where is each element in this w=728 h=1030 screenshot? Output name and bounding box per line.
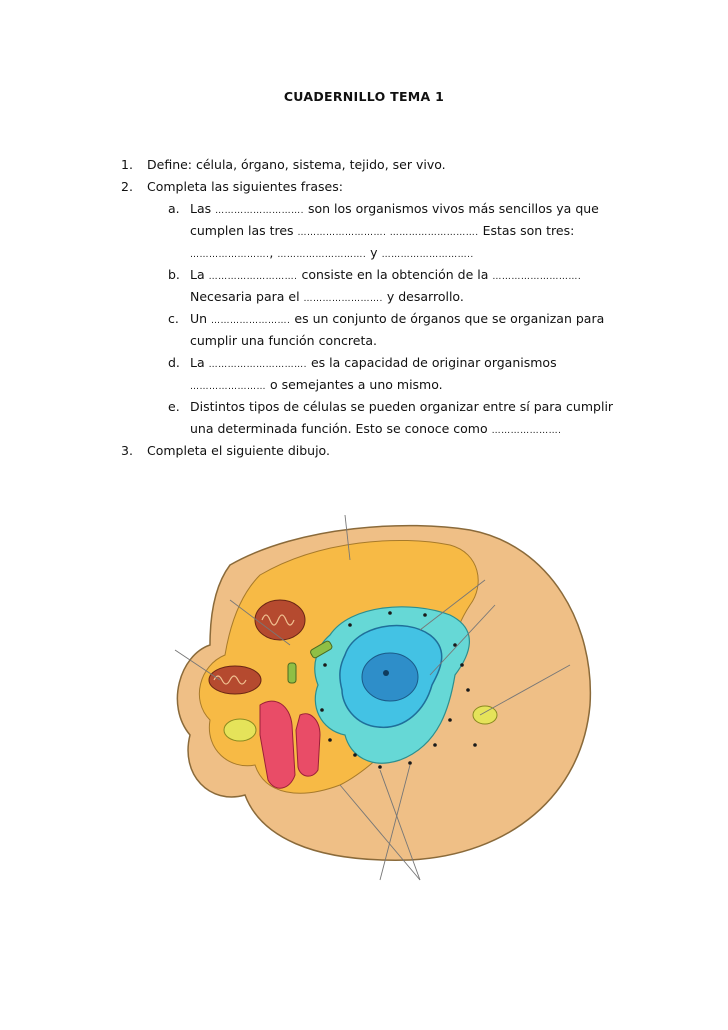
text: y desarrollo. [382,289,464,304]
text: , [269,245,278,260]
question-3 [121,443,330,458]
text: una determinada función. Esto se conoce como [190,421,492,436]
text: cumplir una función concreta. [190,333,377,348]
text: o semejantes a uno mismo. [266,377,443,392]
nucleolus-dot [383,670,389,676]
item-2a-line-3 [190,245,474,260]
vacuole [224,719,256,741]
nucleolus [362,653,418,701]
question-text: Completa las siguientes frases: [147,179,343,194]
item-2a-line-1 [168,201,599,216]
blank: …………………. [491,426,562,436]
blank: …………………… [190,382,266,392]
item-2c-line-1 [168,311,604,326]
question-2 [121,179,343,194]
blank: ………………………. [208,272,298,282]
blank: ………………………. [492,272,582,282]
text: Distintos tipos de células se pueden organizar entre sí para cumplir [190,399,614,414]
text: Las [190,201,216,216]
blank: ………………………. [297,228,387,238]
item-letter: a. [168,201,180,216]
text: La [190,267,209,282]
question-1 [121,157,446,172]
text: La [190,355,209,370]
text: Un [190,311,212,326]
mitochondrion [209,666,261,694]
blank: ……………………. [303,294,383,304]
golgi-cisterna [296,714,320,776]
question-number: 2. [121,179,133,194]
item-letter: e. [168,399,180,414]
animal-cell-diagram [150,505,620,885]
item-2c-line-2 [190,333,377,348]
blank: ……………………. [190,250,270,260]
blank: ………………………. [277,250,367,260]
blank: ………………………. [386,228,479,238]
vacuole [473,706,497,724]
text: son los organismos vivos más sencillos ya que [304,201,599,216]
question-number: 3. [121,443,133,458]
item-2b-line-2 [190,289,464,304]
item-letter: d. [168,355,180,370]
page-title: CUADERNILLO TEMA 1 [283,89,445,104]
question-number: 1. [121,157,133,172]
blank: ………………………. [215,206,304,216]
text: Estas son tres: [478,223,575,238]
text: es un conjunto de órganos que se organizan para [290,311,605,326]
item-letter: b. [168,267,180,282]
text: y [366,245,382,260]
item-letter: c. [168,311,179,326]
text: es la capacidad de originar organismos [306,355,557,370]
question-text: Completa el siguiente dibujo. [147,443,330,458]
question-text: Define: célula, órgano, sistema, tejido, ser vivo. [147,157,446,172]
text: Necesaria para el [190,289,304,304]
text: cumplen las tres [190,223,298,238]
item-2d-line-2 [190,377,443,392]
item-2b-line-1 [168,267,581,282]
item-2a-line-2 [190,223,574,238]
blank: ……………………. [211,316,291,326]
centriole [288,663,296,683]
item-2e-line-2 [190,421,561,436]
item-2e-line-1 [168,399,613,414]
blank: …………………………. [208,360,307,370]
blank: ……………………….. [381,250,474,260]
item-2d-line-1 [168,355,557,370]
text: consiste en la obtención de la [297,267,493,282]
